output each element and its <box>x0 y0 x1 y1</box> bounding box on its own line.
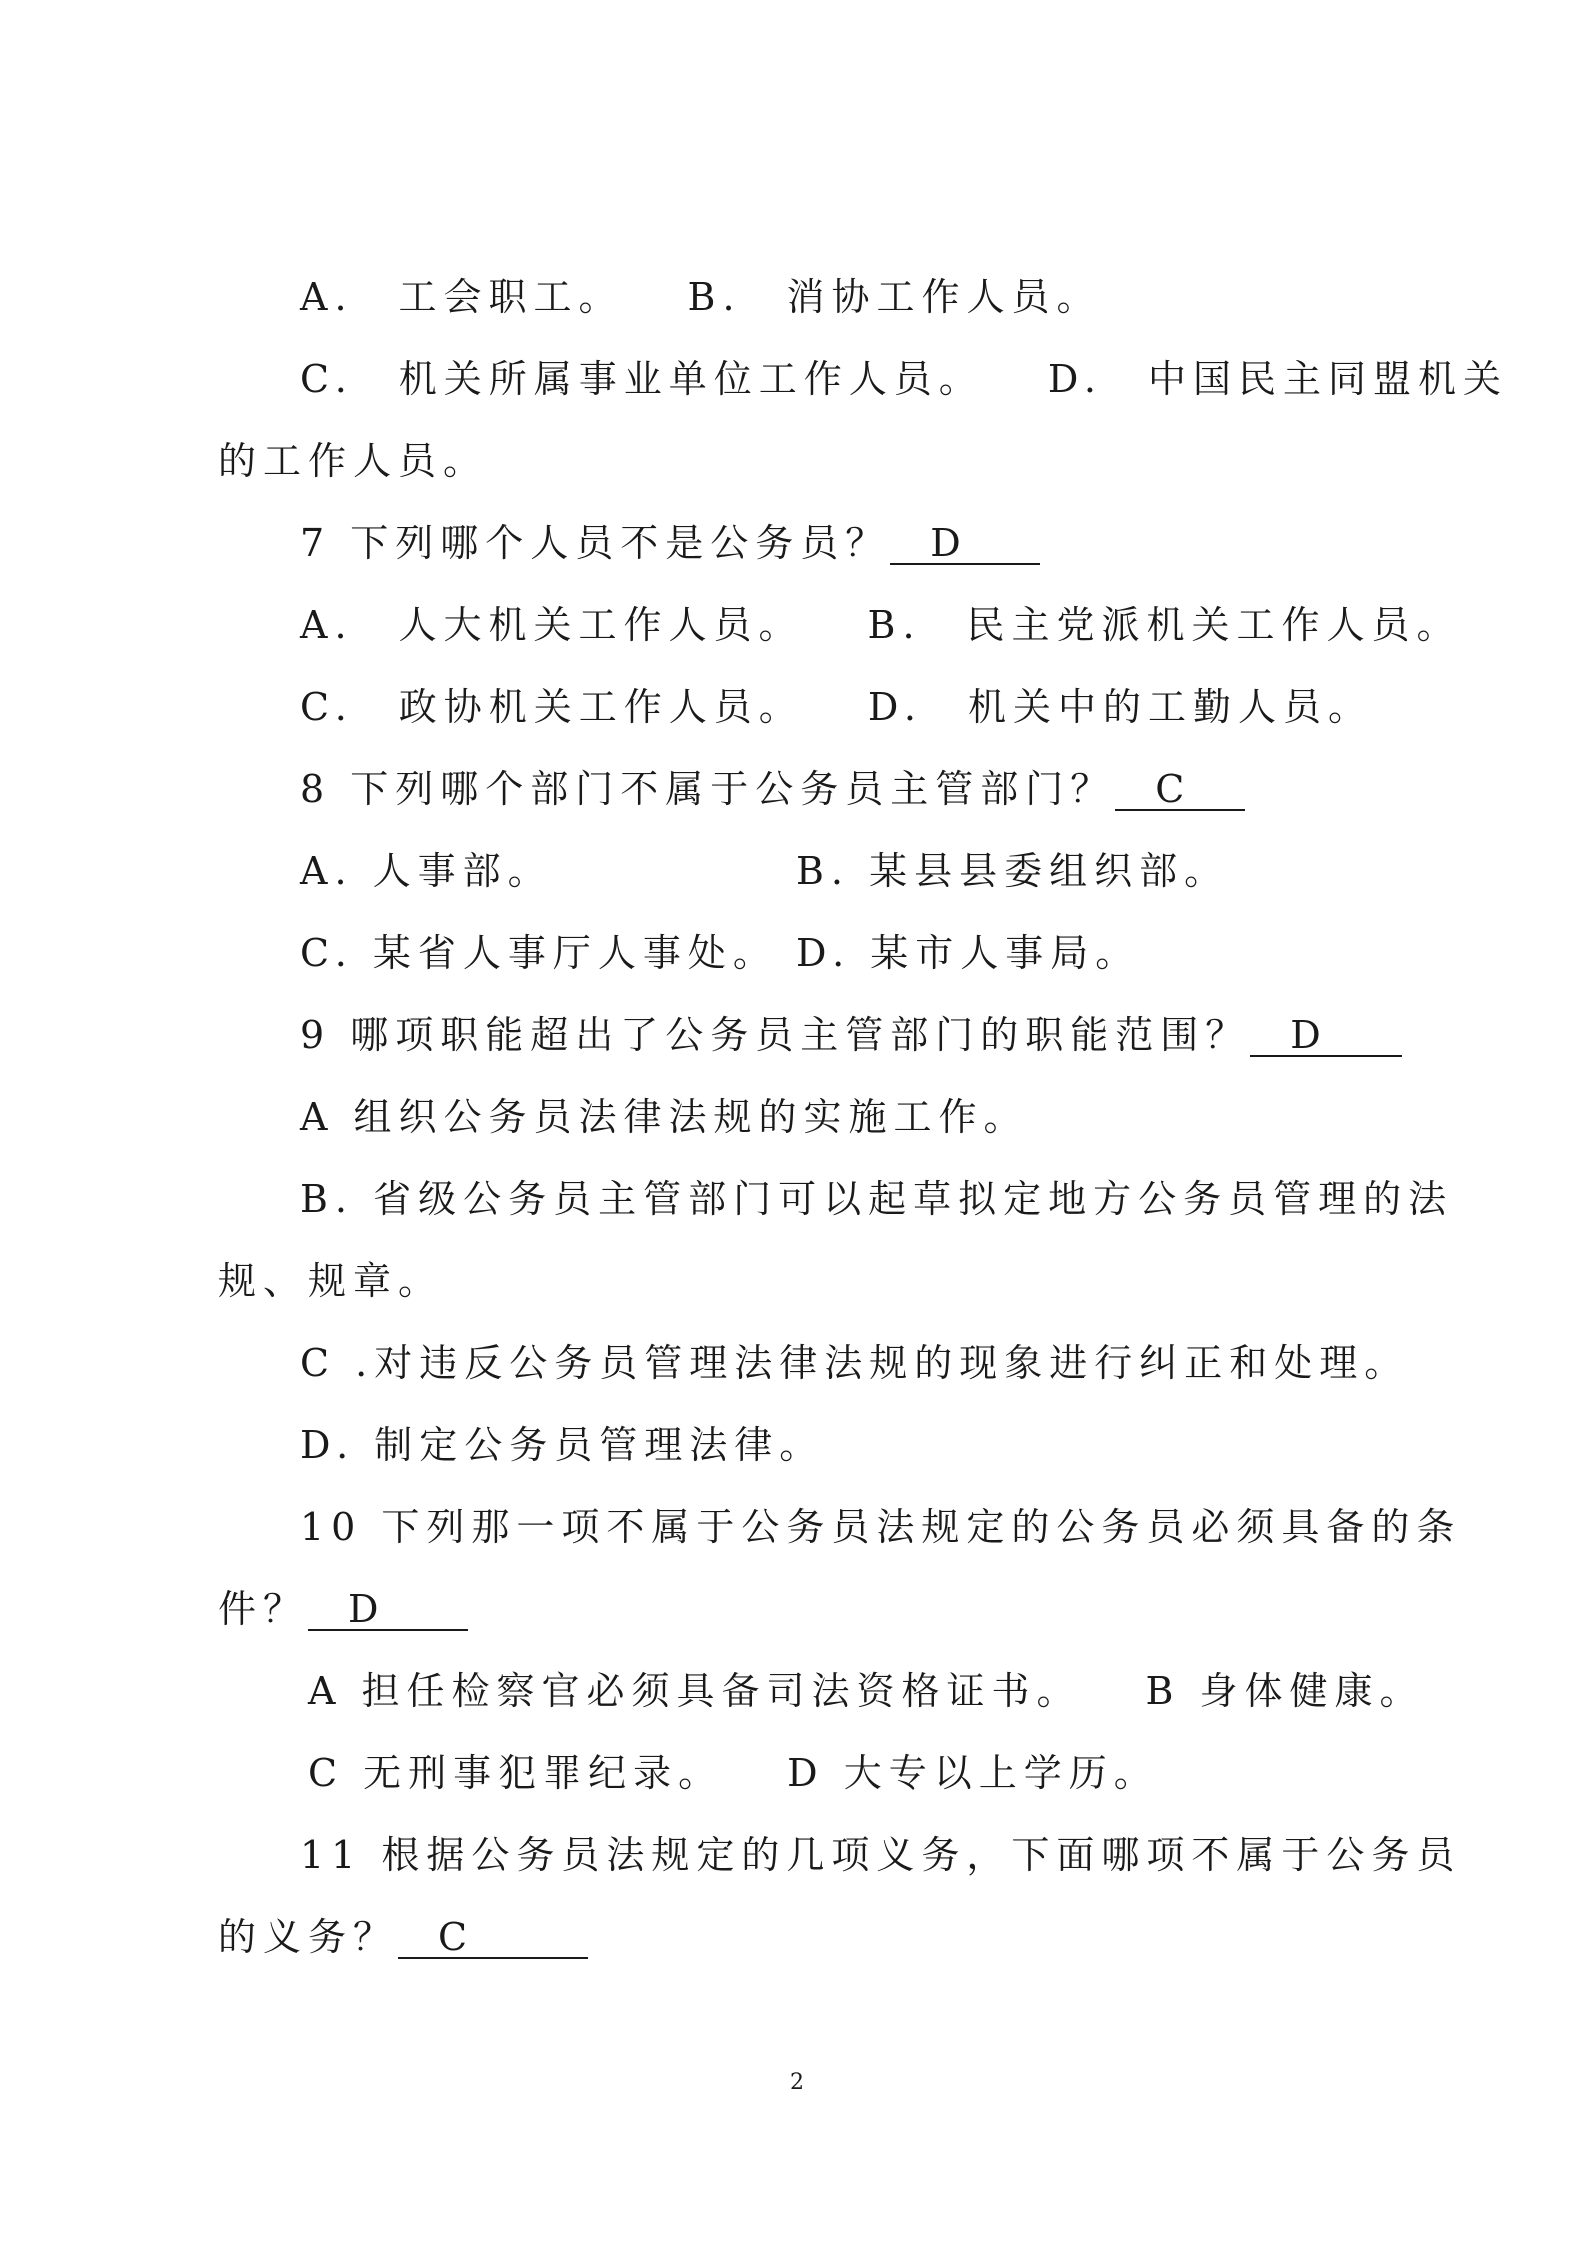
answer-blank: C <box>1115 769 1245 811</box>
question-11: 11 根据公务员法规定的几项义务，下面哪项不属于公务员 <box>300 1833 1462 1877</box>
option-a: A 担任检察官必须具备司法资格证书。 <box>308 1669 1082 1713</box>
q7-options-cd <box>300 683 1373 731</box>
q8-options-ab <box>300 847 553 895</box>
option-d: D 大专以上学历。 <box>787 1751 1159 1795</box>
q9-option-c: C .对违反公务员管理法律法规的现象进行纠正和处理。 <box>300 1341 1410 1385</box>
question-text: 9 哪项职能超出了公务员主管部门的职能范围？ <box>300 1013 1251 1057</box>
option-d: D. 机关中的工勤人员。 <box>867 685 1374 729</box>
question-text: 7 下列哪个人员不是公务员？ <box>300 521 891 565</box>
q9-option-b: B. 省级公务员主管部门可以起草拟定地方公务员管理的法 <box>300 1177 1454 1221</box>
question-text: 的义务？ <box>218 1915 399 1959</box>
option-c: C 无刑事犯罪纪录。 <box>308 1751 724 1795</box>
option-d: D. 中国民主同盟机关 <box>1047 357 1509 401</box>
question-text: 8 下列哪个部门不属于公务员主管部门？ <box>300 767 1116 811</box>
answer-blank: D <box>890 523 1040 565</box>
q8-options-cd <box>300 929 778 977</box>
q7-options-ab <box>300 601 1462 649</box>
answer-blank: C <box>398 1917 588 1959</box>
answer-blank: D <box>1250 1015 1402 1057</box>
q9-option-a: A 组织公务员法律法规的实施工作。 <box>300 1095 1029 1139</box>
answer-blank: D <box>308 1589 468 1631</box>
page-number: 2 <box>790 2070 804 2095</box>
q10-options-cd <box>308 1749 1159 1797</box>
q6-options-cd <box>300 355 1508 403</box>
option-b: B. 消协工作人员。 <box>687 275 1102 319</box>
q10-options-ab <box>308 1667 1425 1715</box>
question-7 <box>300 519 1040 567</box>
q8-option-b: B. 某县县委组织部。 <box>796 849 1230 893</box>
question-10: 10 下列那一项不属于公务员法规定的公务员必须具备的条 <box>300 1505 1462 1549</box>
q8-option-d: D. 某市人事局。 <box>796 931 1141 975</box>
option-a: A. 人事部。 <box>300 849 553 893</box>
question-text: 件？ <box>218 1587 309 1631</box>
option-a: A. 工会职工。 <box>300 275 624 319</box>
option-c: C. 政协机关工作人员。 <box>300 685 804 729</box>
q6-options-ab <box>300 273 1102 321</box>
option-b: B 身体健康。 <box>1145 1669 1425 1713</box>
q9-option-d: D. 制定公务员管理法律。 <box>300 1423 825 1467</box>
option-b: B. 民主党派机关工作人员。 <box>867 603 1462 647</box>
question-8 <box>300 765 1245 813</box>
option-a: A. 人大机关工作人员。 <box>300 603 804 647</box>
question-9 <box>300 1011 1402 1059</box>
question-11-continued <box>218 1913 588 1961</box>
option-c: C. 某省人事厅人事处。 <box>300 931 778 975</box>
question-10-continued <box>218 1585 468 1633</box>
option-c: C. 机关所属事业单位工作人员。 <box>300 357 984 401</box>
q9-option-b-continued: 规、规章。 <box>218 1259 444 1303</box>
q6-options-cd-continued: 的工作人员。 <box>218 439 489 483</box>
